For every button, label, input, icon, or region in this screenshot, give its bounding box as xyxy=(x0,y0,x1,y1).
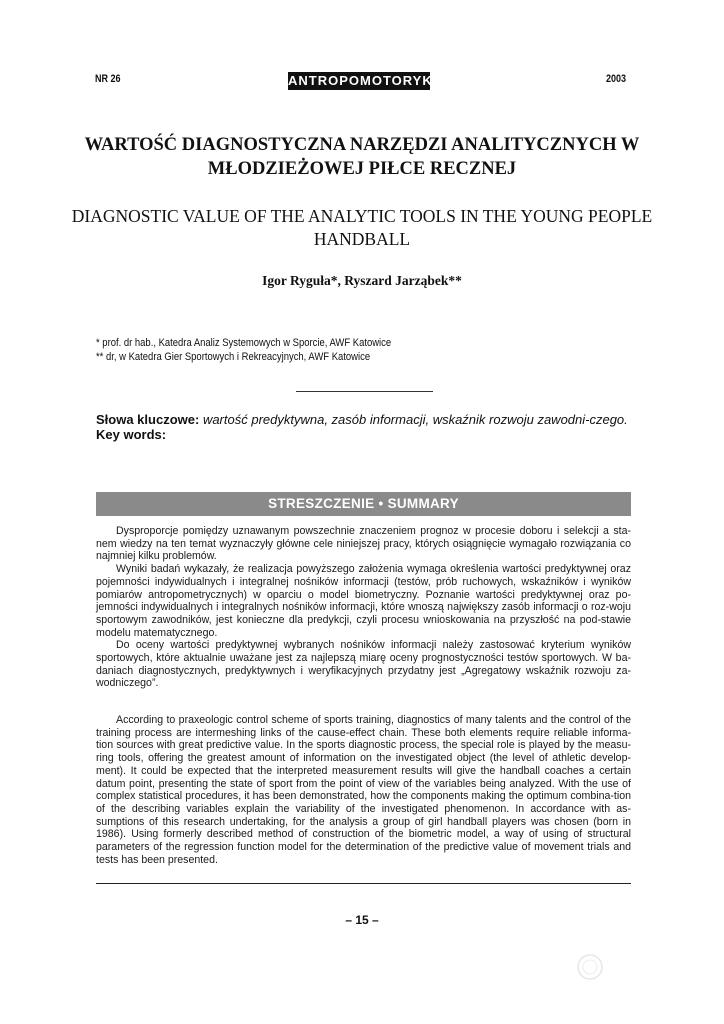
title-english: DIAGNOSTIC VALUE OF THE ANALYTIC TOOLS IN THE YOUNG PEOPLE HANDBALL xyxy=(71,206,653,249)
footer-rule xyxy=(96,883,631,884)
separator-line xyxy=(296,391,433,392)
abstract-pl-paragraph: Do oceny wartości predyktywnej wybranych nośników informacji należy zastosować kryterium wyników sportowych, które aktualnie uważane jest za najlepszą miarę oceny prognostyczności testów sportowych. W ba-daniach diagnostycznych, predyktywnych i weryfikacyjnych przydatny jest „Agregatowy wskaźnik rozwoju za-wodniczego”. xyxy=(96,639,631,690)
keywords-block xyxy=(96,412,634,442)
affiliation-1: * prof. dr hab., Katedra Analiz Systemowych w Sporcie, AWF Katowice xyxy=(96,337,392,349)
abstract-en-paragraph: According to praxeologic control scheme of sports training, diagnostics of many talents and the control of the training process are intermeshing links of the cause-effect chain. These both elements require reliable informa-tion sources with great predictive value. In the sports diagnostic process, the special role is played by the measu-ring tools, offering the greatest amount of information on the investigated object (the level of athletic develop-ment). It could be expected that the interpreted measurement results will give the handball coaches a certain datum point, presenting the state of sport from the point of view of the variables being analyzed. With the use of complex statistical procedures, it has been demonstrated, how the components making the optimum combina-tion of the describing variables explain the variability of the investigated phenomenon. In accordance with as-sumptions of this research undertaking, for the analysis a group of girl handball players was chosen (born in 1986). Using formerly described method of construction of the biometric model, a way of using of structural parameters of the regression function model for the determination of the predictive value of movement trials and tests has been presented. xyxy=(96,714,631,866)
keywords-en-label: Key words: xyxy=(96,427,167,442)
keywords-pl-text: wartość predyktywna, zasób informacji, wskaźnik rozwoju zawodni-czego. xyxy=(202,412,628,427)
journal-name-badge: ANTROPOMOTORYKA xyxy=(288,73,444,88)
watermark-seal-icon xyxy=(575,952,605,982)
affiliation-2: ** dr, w Katedra Gier Sportowych i Rekreacyjnych, AWF Katowice xyxy=(96,351,371,363)
keywords-pl-label: Słowa kluczowe: xyxy=(96,412,200,427)
abstract-english xyxy=(96,714,631,866)
authors: Igor Ryguła*, Ryszard Jarząbek** xyxy=(262,273,462,288)
issue-number: NR 26 xyxy=(95,73,121,85)
abstract-pl-paragraph: Wyniki badań wykazały, że realizacja powyższego założenia wymaga określenia wartości predyktywnej oraz pojemności indywidualnych i integralnej nośników informacji (testów, prób ruchowych, wskaźników i wyników pomiarów antropometrycznych) w oparciu o model biometryczny. Poznanie wartości predyktywnej oraz po-jemności indywidualnych i integralnych nośników informacji, które wnoszą największy zasób informacji o roz-woju sportowym zawodników, jest konieczne dla predykcji, czyli procesu wnioskowania na przyszłość na pod-stawie modelu matematycznego. xyxy=(96,563,631,639)
title-polish: WARTOŚĆ DIAGNOSTYCZNA NARZĘDZI ANALITYCZNYCH W MŁODZIEŻOWEJ PIŁCE RECZNEJ xyxy=(84,135,640,179)
summary-heading: STRESZCZENIE • SUMMARY xyxy=(96,492,631,516)
abstract-pl-paragraph: Dysproporcje pomiędzy uznawanym powszechnie znaczeniem prognoz w procesie doboru i selekcji a sta-nem wiedzy na ten temat wyznaczyły główne cele niniejszej pracy, których osiągnięcie wymagało rozwiązania co najmniej kilku problemów. xyxy=(96,525,631,563)
abstract-polish xyxy=(96,525,631,690)
issue-year: 2003 xyxy=(606,73,627,85)
page-number: – 15 – xyxy=(345,913,379,927)
